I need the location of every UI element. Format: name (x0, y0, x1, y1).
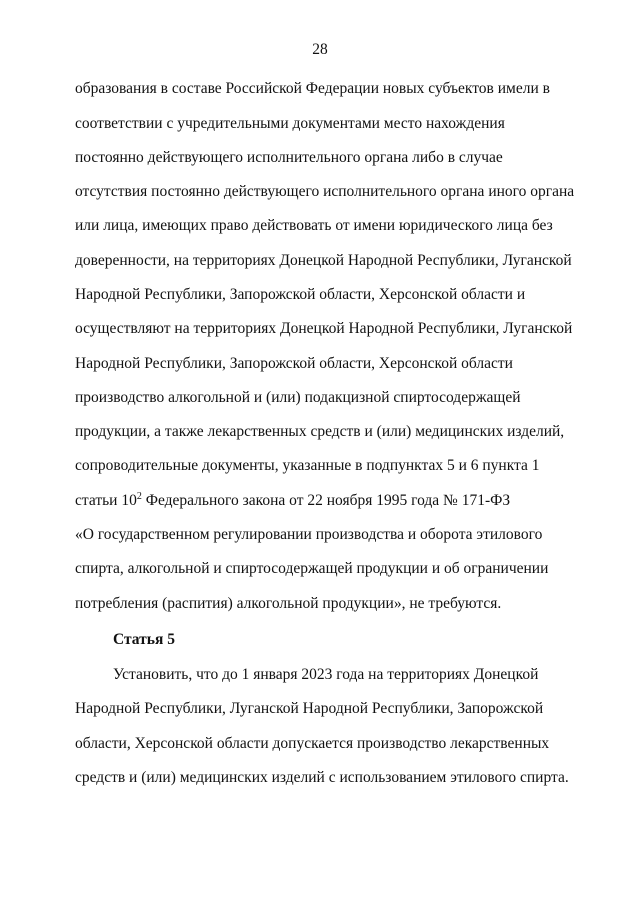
text-line: образования в составе Российской Федерации новых субъектов имели в (75, 80, 550, 97)
text-line: области, Херсонской области допускается производство лекарственных (75, 735, 550, 752)
text-line: или лица, имеющих право действовать от имени юридического лица без (75, 217, 553, 234)
superscript: 2 (136, 490, 142, 502)
text-line: средств и (или) медицинских изделий с использованием этилового спирта. (75, 769, 569, 786)
text-line: сопроводительные документы, указанные в подпунктах 5 и 6 пункта 1 (75, 457, 540, 474)
text-line: постоянно действующего исполнительного органа либо в случае (75, 149, 503, 166)
text-line-with-superscript (75, 491, 557, 511)
text-line: Народной Республики, Луганской Народной Республики, Запорожской (75, 700, 544, 717)
text-line: Установить, что до 1 января 2023 года на территориях Донецкой (113, 666, 539, 683)
text-line: потребления (распития) алкогольной продукции», не требуются. (75, 595, 502, 612)
text-line: отсутствия постоянно действующего исполнительного органа иного органа (75, 183, 575, 200)
article-heading: Статья 5 (113, 631, 175, 648)
text-line: Народной Республики, Запорожской области, Херсонской области и (75, 286, 526, 303)
text-line: продукции, а также лекарственных средств и (или) медицинских изделий, (75, 423, 565, 440)
text-line: производство алкогольной и (или) подакцизной спиртосодержащей (75, 389, 521, 406)
text-line: «О государственном регулировании производства и оборота этилового (75, 526, 543, 543)
text-fragment: статьи 10 (75, 492, 137, 509)
text-line: осуществляют на территориях Донецкой Народной Республики, Луганской (75, 320, 573, 337)
text-line: доверенности, на территориях Донецкой Народной Республики, Луганской (75, 252, 572, 269)
text-fragment: Федерального закона от 22 ноября 1995 года № 171-ФЗ (141, 492, 511, 509)
text-line: спирта, алкогольной и спиртосодержащей продукции и об ограничении (75, 560, 549, 577)
text-line: Народной Республики, Запорожской области, Херсонской области (75, 355, 513, 372)
text-line: соответствии с учредительными документами место нахождения (75, 115, 505, 132)
page-number: 28 (312, 41, 328, 58)
